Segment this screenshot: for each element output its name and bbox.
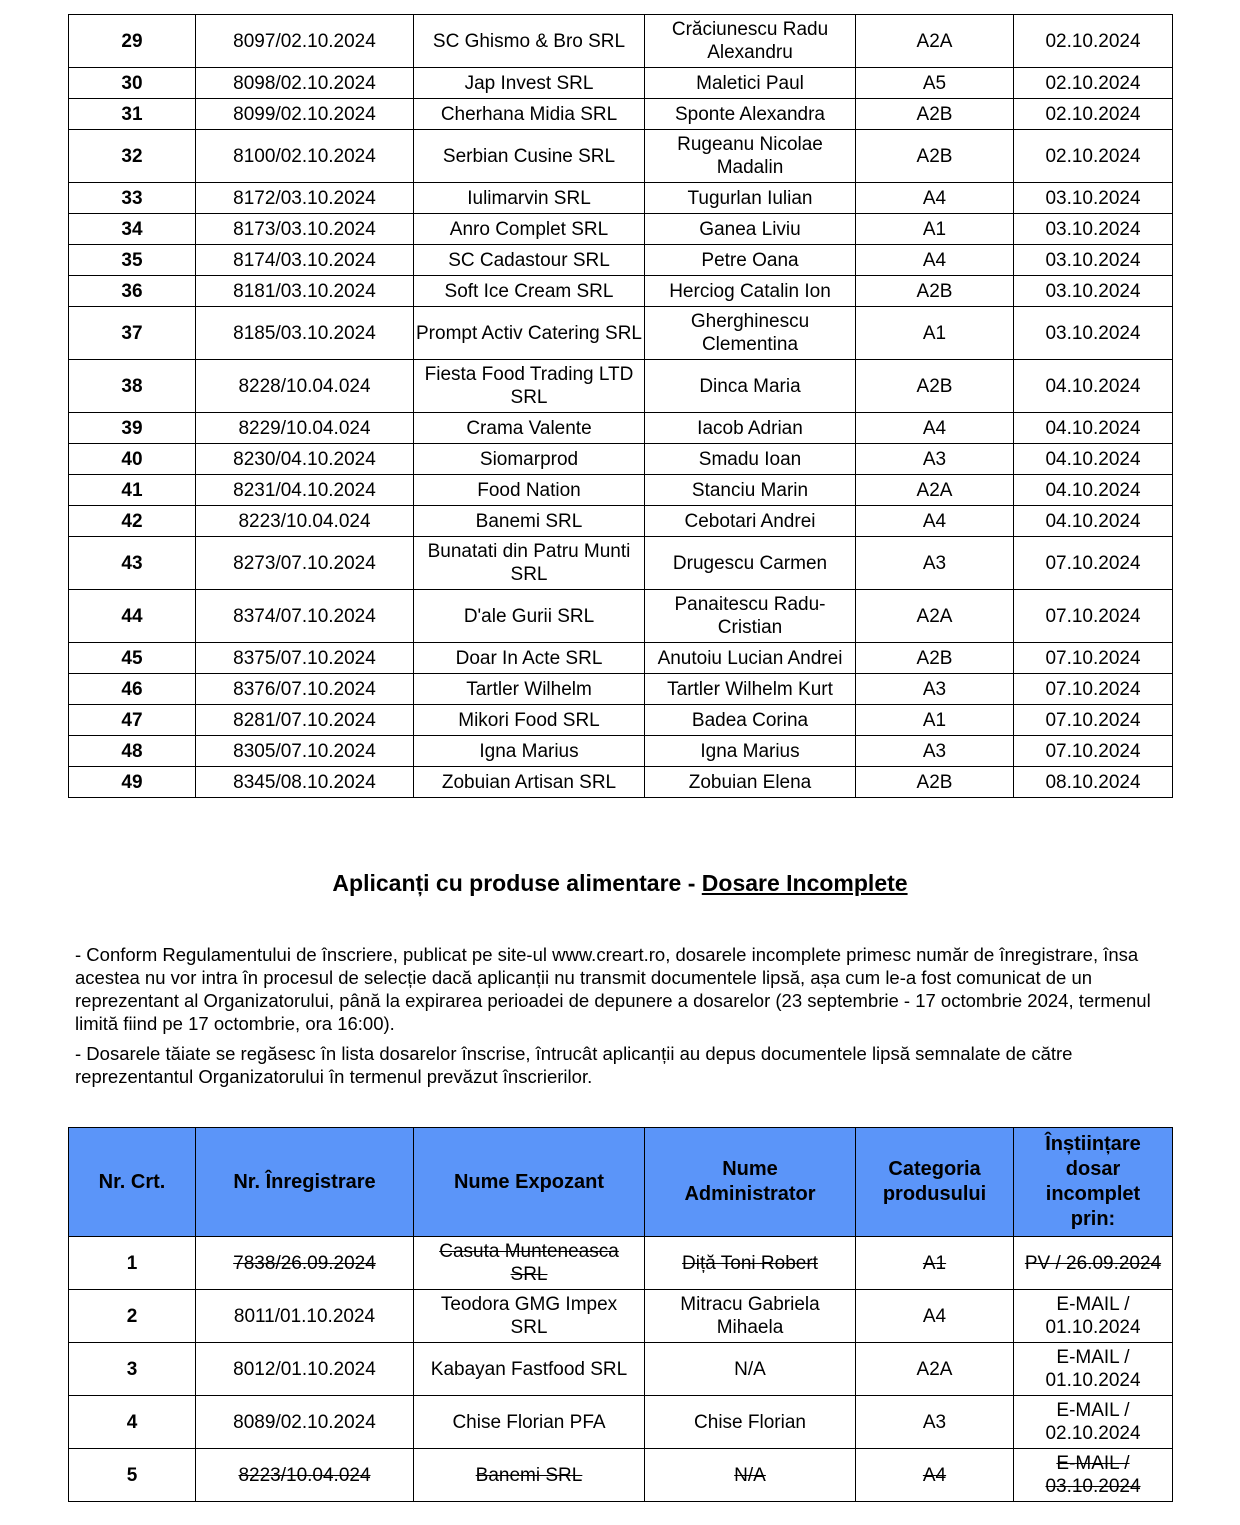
nr-crt: 38 — [69, 360, 196, 413]
categoria: A4 — [856, 1449, 1014, 1502]
nume-expozant: Banemi SRL — [414, 1449, 645, 1502]
categoria: A3 — [856, 1396, 1014, 1449]
data: 07.10.2024 — [1014, 736, 1173, 767]
table-row — [69, 643, 1173, 674]
data: 04.10.2024 — [1014, 444, 1173, 475]
table-row — [69, 767, 1173, 798]
nr-crt: 30 — [69, 68, 196, 99]
table-row — [69, 1290, 1173, 1343]
categoria: A2A — [856, 1343, 1014, 1396]
nume-expozant: Kabayan Fastfood SRL — [414, 1343, 645, 1396]
data: 04.10.2024 — [1014, 506, 1173, 537]
nume-administrator: Anutoiu Lucian Andrei — [645, 643, 856, 674]
categoria: A3 — [856, 444, 1014, 475]
header-nr-inregistrare: Nr. Înregistrare — [196, 1128, 414, 1237]
table-row — [69, 413, 1173, 444]
nr-crt: 4 — [69, 1396, 196, 1449]
nume-expozant: Anro Complet SRL — [414, 214, 645, 245]
section-notes — [75, 943, 1170, 1095]
nr-inregistrare: 8099/02.10.2024 — [196, 99, 414, 130]
nr-crt: 47 — [69, 705, 196, 736]
table-row — [69, 705, 1173, 736]
nr-inregistrare: 8174/03.10.2024 — [196, 245, 414, 276]
nume-expozant: Crama Valente — [414, 413, 645, 444]
header-instiintare: Înștiințare dosar incomplet prin: — [1014, 1128, 1173, 1237]
table-row — [69, 736, 1173, 767]
categoria: A5 — [856, 68, 1014, 99]
nume-expozant: Soft Ice Cream SRL — [414, 276, 645, 307]
nr-crt: 45 — [69, 643, 196, 674]
nume-expozant: Mikori Food SRL — [414, 705, 645, 736]
data: 03.10.2024 — [1014, 245, 1173, 276]
nr-crt: 40 — [69, 444, 196, 475]
data: 02.10.2024 — [1014, 99, 1173, 130]
section-title-underlined: Dosare Incomplete — [701, 870, 908, 896]
nume-administrator: Badea Corina — [645, 705, 856, 736]
data: 03.10.2024 — [1014, 183, 1173, 214]
nr-crt: 2 — [69, 1290, 196, 1343]
nr-crt: 32 — [69, 130, 196, 183]
data: 03.10.2024 — [1014, 214, 1173, 245]
nr-inregistrare: 8012/01.10.2024 — [196, 1343, 414, 1396]
nume-administrator: Mitracu Gabriela Mihaela — [645, 1290, 856, 1343]
categoria: A1 — [856, 705, 1014, 736]
categoria: A1 — [856, 1237, 1014, 1290]
table-row — [69, 307, 1173, 360]
nr-inregistrare: 8223/10.04.024 — [196, 506, 414, 537]
nr-crt: 34 — [69, 214, 196, 245]
table-row — [69, 245, 1173, 276]
nr-crt: 49 — [69, 767, 196, 798]
nr-inregistrare: 8376/07.10.2024 — [196, 674, 414, 705]
instiintare: E-MAIL / 01.10.2024 — [1014, 1343, 1173, 1396]
nr-inregistrare: 8172/03.10.2024 — [196, 183, 414, 214]
data: 03.10.2024 — [1014, 276, 1173, 307]
nr-crt: 29 — [69, 15, 196, 68]
nr-inregistrare: 8375/07.10.2024 — [196, 643, 414, 674]
categoria: A4 — [856, 413, 1014, 444]
nume-expozant: Food Nation — [414, 475, 645, 506]
data: 07.10.2024 — [1014, 537, 1173, 590]
nume-administrator: Ganea Liviu — [645, 214, 856, 245]
data: 07.10.2024 — [1014, 705, 1173, 736]
nume-expozant: Bunatati din Patru Munti SRL — [414, 537, 645, 590]
complete-applications-table — [68, 14, 1173, 798]
nr-inregistrare: 7838/26.09.2024 — [196, 1237, 414, 1290]
nr-inregistrare: 8181/03.10.2024 — [196, 276, 414, 307]
nume-expozant: Jap Invest SRL — [414, 68, 645, 99]
nume-expozant: Chise Florian PFA — [414, 1396, 645, 1449]
nume-administrator: Igna Marius — [645, 736, 856, 767]
table-row — [69, 99, 1173, 130]
nume-administrator: Petre Oana — [645, 245, 856, 276]
categoria: A4 — [856, 1290, 1014, 1343]
table-row — [69, 1237, 1173, 1290]
header-nr-crt: Nr. Crt. — [69, 1128, 196, 1237]
nume-expozant: Serbian Cusine SRL — [414, 130, 645, 183]
nr-inregistrare: 8185/03.10.2024 — [196, 307, 414, 360]
categoria: A3 — [856, 537, 1014, 590]
data: 07.10.2024 — [1014, 674, 1173, 705]
nr-inregistrare: 8223/10.04.024 — [196, 1449, 414, 1502]
nume-expozant: Doar In Acte SRL — [414, 643, 645, 674]
nr-inregistrare: 8011/01.10.2024 — [196, 1290, 414, 1343]
categoria: A2B — [856, 360, 1014, 413]
categoria: A2B — [856, 643, 1014, 674]
nume-administrator: Sponte Alexandra — [645, 99, 856, 130]
nr-inregistrare: 8100/02.10.2024 — [196, 130, 414, 183]
header-categoria: Categoria produsului — [856, 1128, 1014, 1237]
header-nume-expozant: Nume Expozant — [414, 1128, 645, 1237]
section-title — [0, 870, 1240, 897]
categoria: A2B — [856, 99, 1014, 130]
data: 04.10.2024 — [1014, 475, 1173, 506]
categoria: A4 — [856, 245, 1014, 276]
nume-administrator: Herciog Catalin Ion — [645, 276, 856, 307]
nr-inregistrare: 8345/08.10.2024 — [196, 767, 414, 798]
nume-administrator: Rugeanu Nicolae Madalin — [645, 130, 856, 183]
table-row — [69, 590, 1173, 643]
nr-crt: 33 — [69, 183, 196, 214]
nr-inregistrare: 8097/02.10.2024 — [196, 15, 414, 68]
table-row — [69, 537, 1173, 590]
table-row — [69, 1396, 1173, 1449]
table-row — [69, 674, 1173, 705]
nr-inregistrare: 8098/02.10.2024 — [196, 68, 414, 99]
nr-crt: 44 — [69, 590, 196, 643]
nume-expozant: Tartler Wilhelm — [414, 674, 645, 705]
table-row — [69, 15, 1173, 68]
nr-inregistrare: 8231/04.10.2024 — [196, 475, 414, 506]
categoria: A3 — [856, 674, 1014, 705]
incomplete-applications-table — [68, 1127, 1173, 1502]
nume-expozant: SC Cadastour SRL — [414, 245, 645, 276]
nume-administrator: N/A — [645, 1343, 856, 1396]
nume-expozant: Igna Marius — [414, 736, 645, 767]
nr-inregistrare: 8173/03.10.2024 — [196, 214, 414, 245]
categoria: A2B — [856, 276, 1014, 307]
nume-expozant: Zobuian Artisan SRL — [414, 767, 645, 798]
table-row — [69, 444, 1173, 475]
nume-expozant: Siomarprod — [414, 444, 645, 475]
header-nume-administrator: Nume Administrator — [645, 1128, 856, 1237]
nume-expozant: Fiesta Food Trading LTD SRL — [414, 360, 645, 413]
nume-administrator: Stanciu Marin — [645, 475, 856, 506]
nr-crt: 1 — [69, 1237, 196, 1290]
nr-crt: 48 — [69, 736, 196, 767]
nume-administrator: Zobuian Elena — [645, 767, 856, 798]
nr-crt: 42 — [69, 506, 196, 537]
categoria: A4 — [856, 183, 1014, 214]
table-row — [69, 130, 1173, 183]
table-row — [69, 68, 1173, 99]
nr-inregistrare: 8374/07.10.2024 — [196, 590, 414, 643]
table-row — [69, 276, 1173, 307]
nr-inregistrare: 8229/10.04.024 — [196, 413, 414, 444]
instiintare: E-MAIL / 01.10.2024 — [1014, 1290, 1173, 1343]
categoria: A2B — [856, 130, 1014, 183]
nume-administrator: Diță Toni Robert — [645, 1237, 856, 1290]
nume-administrator: Tartler Wilhelm Kurt — [645, 674, 856, 705]
categoria: A1 — [856, 214, 1014, 245]
data: 07.10.2024 — [1014, 643, 1173, 674]
table-header-row — [69, 1128, 1173, 1237]
categoria: A2A — [856, 475, 1014, 506]
nume-expozant: Cherhana Midia SRL — [414, 99, 645, 130]
nr-crt: 3 — [69, 1343, 196, 1396]
categoria: A3 — [856, 736, 1014, 767]
table-row — [69, 506, 1173, 537]
nr-crt: 41 — [69, 475, 196, 506]
nr-crt: 35 — [69, 245, 196, 276]
table-row — [69, 183, 1173, 214]
nume-administrator: Crăciunescu Radu Alexandru — [645, 15, 856, 68]
nr-crt: 36 — [69, 276, 196, 307]
instiintare: PV / 26.09.2024 — [1014, 1237, 1173, 1290]
nume-expozant: Casuta Munteneasca SRL — [414, 1237, 645, 1290]
nume-administrator: Dinca Maria — [645, 360, 856, 413]
nume-administrator: Cebotari Andrei — [645, 506, 856, 537]
nume-expozant: D'ale Gurii SRL — [414, 590, 645, 643]
data: 02.10.2024 — [1014, 68, 1173, 99]
data: 07.10.2024 — [1014, 590, 1173, 643]
categoria: A4 — [856, 506, 1014, 537]
note-paragraph-1: - Conform Regulamentului de înscriere, publicat pe site-ul www.creart.ro, dosarele incomplete primesc număr de înregistrare, însa acestea nu vor intra în procesul de selecție dacă aplicanții nu transmit documentele lipsă, așa cum le-a fost comunicat de un reprezentant al Organizatorului, până la expirarea perioadei de depunere a dosarelor (23 septembrie - 17 octombrie 2024, termenul limită fiind pe 17 octombrie, ora 16:00). — [75, 944, 1151, 1034]
nr-crt: 43 — [69, 537, 196, 590]
nume-expozant: Iulimarvin SRL — [414, 183, 645, 214]
nume-expozant: Teodora GMG Impex SRL — [414, 1290, 645, 1343]
table-row — [69, 475, 1173, 506]
instiintare: E-MAIL / 03.10.2024 — [1014, 1449, 1173, 1502]
nr-crt: 31 — [69, 99, 196, 130]
table-row — [69, 1449, 1173, 1502]
nr-inregistrare: 8230/04.10.2024 — [196, 444, 414, 475]
nr-inregistrare: 8305/07.10.2024 — [196, 736, 414, 767]
nr-crt: 37 — [69, 307, 196, 360]
nume-expozant: Prompt Activ Catering SRL — [414, 307, 645, 360]
nume-administrator: Panaitescu Radu-Cristian — [645, 590, 856, 643]
nume-expozant: Banemi SRL — [414, 506, 645, 537]
instiintare: E-MAIL / 02.10.2024 — [1014, 1396, 1173, 1449]
data: 08.10.2024 — [1014, 767, 1173, 798]
nr-crt: 39 — [69, 413, 196, 444]
categoria: A2A — [856, 590, 1014, 643]
nume-administrator: Drugescu Carmen — [645, 537, 856, 590]
data: 04.10.2024 — [1014, 413, 1173, 444]
nume-administrator: Smadu Ioan — [645, 444, 856, 475]
data: 02.10.2024 — [1014, 15, 1173, 68]
nr-inregistrare: 8228/10.04.024 — [196, 360, 414, 413]
section-title-prefix: Aplicanți cu produse alimentare - — [332, 870, 702, 896]
table-row — [69, 360, 1173, 413]
nume-administrator: Iacob Adrian — [645, 413, 856, 444]
table-row — [69, 214, 1173, 245]
categoria: A1 — [856, 307, 1014, 360]
nume-administrator: Gherghinescu Clementina — [645, 307, 856, 360]
data: 02.10.2024 — [1014, 130, 1173, 183]
nume-administrator: Chise Florian — [645, 1396, 856, 1449]
nume-expozant: SC Ghismo & Bro SRL — [414, 15, 645, 68]
categoria: A2B — [856, 767, 1014, 798]
note-paragraph-2: - Dosarele tăiate se regăsesc în lista dosarelor înscrise, întrucât aplicanții au depus documentele lipsă semnalate de către reprezentantul Organizatorului în termenul prevăzut înscrierilor. — [75, 1043, 1073, 1087]
data: 03.10.2024 — [1014, 307, 1173, 360]
nr-inregistrare: 8273/07.10.2024 — [196, 537, 414, 590]
nr-crt: 46 — [69, 674, 196, 705]
nume-administrator: Tugurlan Iulian — [645, 183, 856, 214]
nume-administrator: N/A — [645, 1449, 856, 1502]
nume-administrator: Maletici Paul — [645, 68, 856, 99]
table-row — [69, 1343, 1173, 1396]
categoria: A2A — [856, 15, 1014, 68]
nr-crt: 5 — [69, 1449, 196, 1502]
nr-inregistrare: 8089/02.10.2024 — [196, 1396, 414, 1449]
data: 04.10.2024 — [1014, 360, 1173, 413]
nr-inregistrare: 8281/07.10.2024 — [196, 705, 414, 736]
